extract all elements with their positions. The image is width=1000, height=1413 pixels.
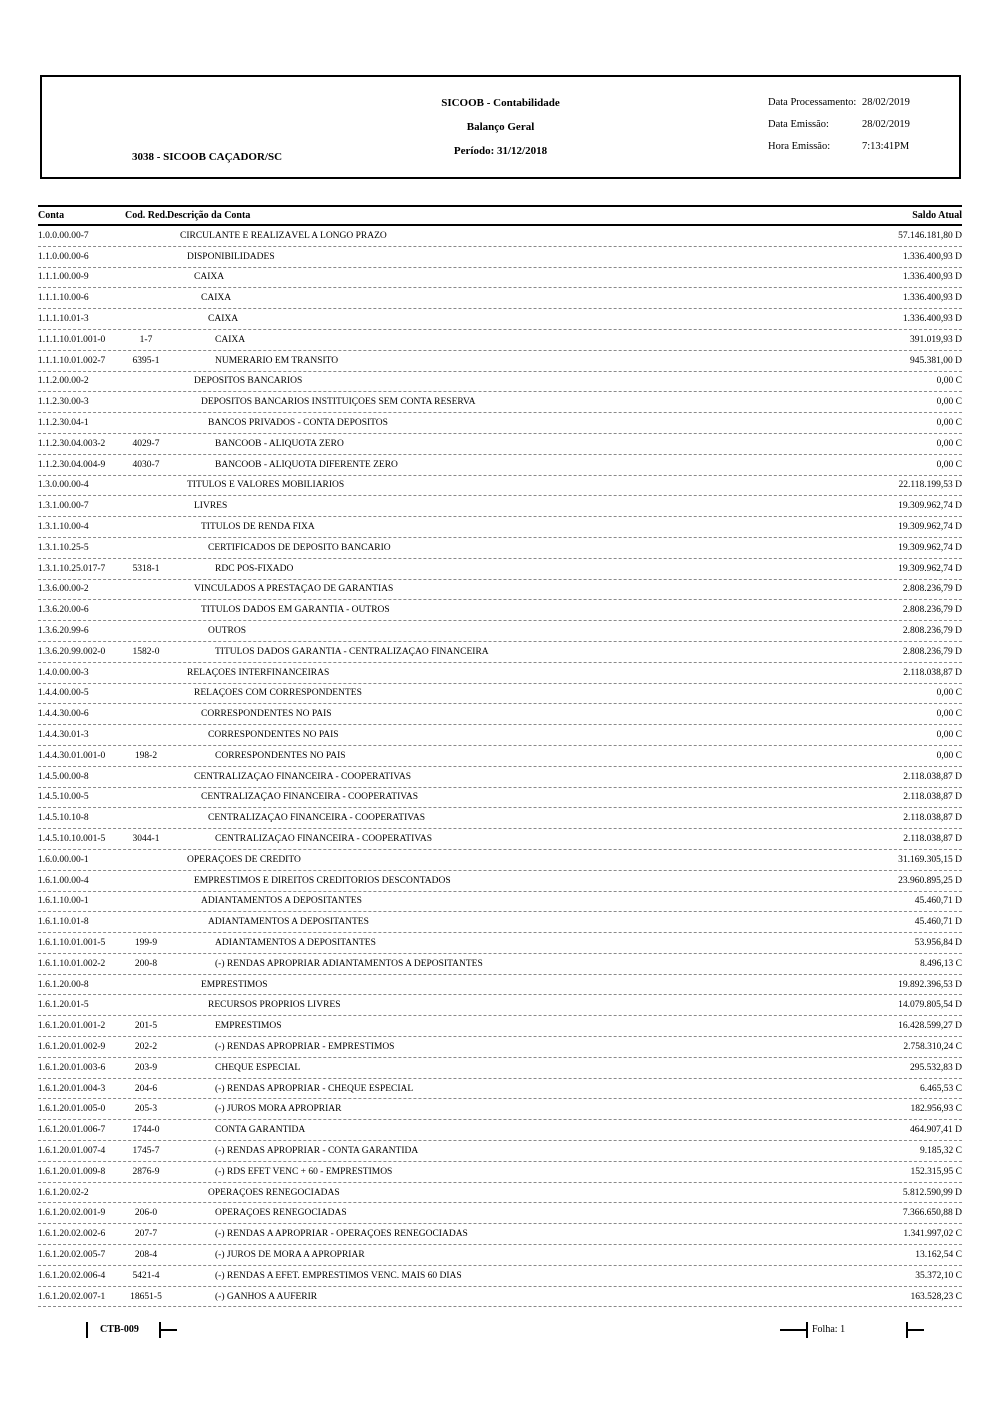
header-meta-block — [768, 97, 910, 163]
table-row — [38, 600, 962, 621]
cell-cod-red: 200-8 — [134, 958, 158, 969]
cell-descricao: CENTRALIZAÇÃO FINANCEIRA - COOPERATIVAS — [208, 813, 426, 824]
table-body — [38, 226, 962, 1307]
cell-conta: 1.6.1.20.01.007-4 — [38, 1145, 106, 1156]
cell-cod-red: 1582-0 — [132, 646, 160, 657]
cell-cod-red: 3044-1 — [132, 834, 160, 844]
emission-time-row — [768, 141, 910, 152]
page-number: 1 — [840, 1324, 846, 1335]
cell-saldo-atual: 2.118.038,87 D — [903, 667, 962, 678]
cell-descricao: CENTRALIZAÇÃO FINANCEIRA - COOPERATIVAS — [215, 834, 433, 844]
cell-descricao: TÍTULOS E VALORES MOBILIÁRIOS — [187, 480, 345, 491]
cell-saldo-atual: 2.118.038,87 D — [903, 834, 962, 844]
cell-descricao: (-) RENDAS APROPRIAR - EMPRÉSTIMOS — [215, 1041, 395, 1052]
cell-descricao: ADIANTAMENTOS A DEPOSITANTES — [215, 937, 376, 948]
table-row — [38, 1079, 962, 1100]
table-row — [38, 1287, 962, 1308]
cell-saldo-atual: 0,00 C — [936, 750, 962, 761]
cell-descricao: OPERAÇÕES RENEGOCIADAS — [215, 1208, 347, 1219]
table-row — [38, 1058, 962, 1079]
table-row — [38, 1183, 962, 1204]
cell-cod-red: 4029-7 — [132, 438, 160, 449]
cell-conta: 1.6.1.20.01.001-2 — [38, 1021, 106, 1032]
cell-descricao: (-) RENDAS APROPRIAR ADIANTAMENTOS A DEPOSITANTES — [215, 958, 483, 969]
cell-cod-red: 199-9 — [134, 937, 158, 948]
cell-cod-red: 5421-4 — [132, 1270, 160, 1281]
cell-conta: 1.4.4.30.00-6 — [38, 709, 89, 720]
cell-conta: 1.3.6.20.99.002-0 — [38, 646, 106, 657]
cell-conta: 1.6.1.20.01.009-8 — [38, 1166, 106, 1177]
cell-descricao: CORRESPONDENTES NO PAÍS — [215, 750, 346, 761]
processing-date-label: Data Processamento: — [768, 97, 857, 108]
cell-descricao: (-) RENDAS A EFET. EMPRÉSTIMOS VENC. MAIS 60 DIAS — [215, 1270, 462, 1281]
table-row — [38, 704, 962, 725]
cell-descricao: CORRESPONDENTES NO PAÍS — [201, 709, 332, 720]
cell-saldo-atual: 8.496,13 C — [920, 958, 962, 969]
print-mark — [161, 1329, 177, 1331]
cell-conta: 1.3.6.20.00-6 — [38, 605, 89, 616]
table-row — [38, 351, 962, 372]
cell-saldo-atual: 53.956,84 D — [914, 937, 962, 948]
cell-descricao: (-) GANHOS A AUFERIR — [215, 1291, 318, 1302]
table-row — [38, 580, 962, 601]
cell-conta: 1.3.0.00.00-4 — [38, 480, 89, 491]
cell-conta: 1.1.1.10.00-6 — [38, 293, 89, 304]
cell-conta: 1.6.1.20.01.006-7 — [38, 1125, 106, 1136]
cell-saldo-atual: 19.309.962,74 D — [898, 501, 962, 512]
emission-date-value: 28/02/2019 — [862, 119, 910, 130]
cell-conta: 1.3.1.10.25-5 — [38, 542, 89, 553]
report-footer — [38, 1320, 962, 1342]
table-row — [38, 455, 962, 476]
cell-descricao: CAIXA — [208, 314, 239, 325]
column-header-conta: Conta — [38, 210, 65, 221]
cell-conta: 1.6.1.20.01.003-6 — [38, 1062, 106, 1073]
processing-date-value: 28/02/2019 — [862, 97, 910, 108]
table-row — [38, 372, 962, 393]
cell-descricao: CERTIFICADOS DE DEPÓSITO BANCÁRIO — [208, 542, 391, 553]
table-row — [38, 1016, 962, 1037]
cell-conta: 1.4.5.10.00-5 — [38, 792, 89, 803]
cell-saldo-atual: 0,00 C — [936, 709, 962, 720]
cell-saldo-atual: 945.381,00 D — [910, 355, 962, 366]
table-row — [38, 288, 962, 309]
cell-conta: 1.1.2.30.04.004-9 — [38, 459, 106, 470]
print-mark — [780, 1329, 806, 1331]
cell-conta: 1.6.1.20.02.001-9 — [38, 1208, 106, 1219]
cell-descricao: TÍTULOS DE RENDA FIXA — [201, 522, 315, 533]
cell-descricao: DEPÓSITOS BANCÁRIOS — [194, 376, 303, 387]
cell-saldo-atual: 35.372,10 C — [915, 1270, 962, 1281]
cell-conta: 1.1.2.00.00-2 — [38, 376, 89, 387]
emission-time-value: 7:13:41PM — [862, 141, 910, 152]
cell-saldo-atual: 19.892.396,53 D — [898, 979, 962, 990]
cell-saldo-atual: 0,00 C — [936, 438, 962, 449]
cell-descricao: (-) RENDAS APROPRIAR - CONTA GARANTIDA — [215, 1145, 419, 1156]
cell-cod-red: 1744-0 — [132, 1125, 160, 1136]
table-row — [38, 1224, 962, 1245]
column-header-cod-red: Cod. Red. — [125, 210, 168, 221]
cell-conta: 1.6.1.20.01.004-3 — [38, 1083, 106, 1094]
cell-conta: 1.6.1.10.01.001-5 — [38, 937, 106, 948]
table-row — [38, 330, 962, 351]
table-row — [38, 995, 962, 1016]
cell-conta: 1.4.4.00.00-5 — [38, 688, 89, 699]
cell-descricao: ADIANTAMENTOS A DEPOSITANTES — [208, 917, 369, 928]
cell-conta: 1.1.2.30.04.003-2 — [38, 438, 106, 449]
table-row — [38, 725, 962, 746]
cell-saldo-atual: 9.185,32 C — [920, 1145, 962, 1156]
cell-descricao: EMPRÉSTIMOS — [201, 979, 268, 990]
table-row — [38, 538, 962, 559]
cell-descricao: TÍTULOS DADOS GARANTIA - CENTRALIZAÇÃO FINANCEIRA — [215, 646, 489, 657]
cell-descricao: CENTRALIZAÇÃO FINANCEIRA - COOPERATIVAS — [201, 792, 419, 803]
cell-descricao: BANCOOB - ALÍQUOTA DIFERENTE ZERO — [215, 459, 398, 470]
table-row — [38, 1203, 962, 1224]
cell-saldo-atual: 152.315,95 C — [910, 1166, 962, 1177]
cell-descricao: OUTROS — [208, 626, 247, 637]
cell-cod-red: 204-6 — [134, 1083, 158, 1094]
table-row — [38, 226, 962, 247]
cell-cod-red: 1745-7 — [132, 1145, 160, 1156]
cell-cod-red: 208-4 — [134, 1249, 158, 1260]
emission-date-label: Data Emissão: — [768, 119, 829, 130]
cell-cod-red: 207-7 — [134, 1229, 158, 1240]
accounts-table — [38, 205, 962, 1307]
cell-saldo-atual: 19.309.962,74 D — [898, 542, 962, 553]
cell-saldo-atual: 2.758.310,24 C — [903, 1041, 962, 1052]
cell-conta: 1.6.1.20.02.006-4 — [38, 1270, 106, 1281]
cell-descricao: RDC PÓS-FIXADO — [215, 563, 294, 574]
table-row — [38, 871, 962, 892]
cell-descricao: CAIXA — [201, 293, 232, 304]
cell-conta: 1.3.6.00.00-2 — [38, 584, 89, 595]
print-mark — [86, 1322, 88, 1338]
cell-conta: 1.6.1.20.01-5 — [38, 1000, 89, 1011]
cell-conta: 1.4.5.00.00-8 — [38, 771, 89, 782]
table-row — [38, 933, 962, 954]
report-period: Período: 31/12/2018 — [453, 145, 548, 157]
cell-descricao: DEPÓSITOS BANCÁRIOS INSTITUIÇÕES SEM CONTA RESERVA — [201, 397, 476, 408]
cell-descricao: RECURSOS PRÓPRIOS LIVRES — [208, 1000, 341, 1011]
table-row — [38, 621, 962, 642]
cell-descricao: CAIXA — [215, 334, 246, 345]
cell-saldo-atual: 0,00 C — [936, 688, 962, 699]
cell-saldo-atual: 23.960.895,25 D — [898, 875, 962, 886]
cell-saldo-atual: 0,00 C — [936, 459, 962, 470]
cell-descricao: (-) RDS EFET VENC + 60 - EMPRÉSTIMOS — [215, 1166, 393, 1177]
cell-descricao: CIRCULANTE E REALIZÁVEL A LONGO PRAZO — [180, 230, 387, 241]
cell-descricao: CAIXA — [194, 272, 225, 283]
cell-saldo-atual: 19.309.962,74 D — [898, 522, 962, 533]
table-row — [38, 392, 962, 413]
cell-saldo-atual: 14.079.805,54 D — [898, 1000, 962, 1011]
cell-cod-red: 5318-1 — [132, 563, 160, 574]
cell-descricao: (-) JUROS DE MORA A APROPRIAR — [215, 1249, 365, 1260]
cell-descricao: TÍTULOS DADOS EM GARANTIA - OUTROS — [201, 605, 390, 616]
page-label: Folha: — [812, 1324, 838, 1335]
table-row — [38, 496, 962, 517]
cell-descricao: CONTA GARANTIDA — [215, 1125, 306, 1136]
cell-descricao: CORRESPONDENTES NO PAÍS — [208, 730, 339, 741]
cell-saldo-atual: 0,00 C — [936, 730, 962, 741]
cell-saldo-atual: 16.428.599,27 D — [898, 1021, 962, 1032]
table-row — [38, 1245, 962, 1266]
cell-conta: 1.1.0.00.00-6 — [38, 251, 89, 262]
cell-saldo-atual: 1.336.400,93 D — [902, 272, 962, 283]
column-header-saldo-atual: Saldo Atual — [912, 210, 962, 221]
cell-conta: 1.3.1.10.25.017-7 — [38, 563, 106, 574]
cell-saldo-atual: 31.169.305,15 D — [898, 854, 962, 865]
cell-saldo-atual: 182.956,93 C — [910, 1104, 962, 1115]
cell-conta: 1.6.1.10.01-8 — [38, 917, 89, 928]
cell-cod-red: 1-7 — [139, 334, 153, 345]
table-row — [38, 746, 962, 767]
cell-descricao: NUMERÁRIO EM TRÂNSITO — [215, 355, 339, 366]
print-mark — [806, 1322, 808, 1338]
cell-cod-red: 4030-7 — [132, 459, 160, 470]
cell-conta: 1.4.4.30.01-3 — [38, 730, 89, 741]
cell-conta: 1.1.1.00.00-9 — [38, 272, 89, 283]
cell-descricao: RELAÇÕES INTERFINANCEIRAS — [187, 667, 330, 678]
cell-descricao: EMPRÉSTIMOS E DIREITOS CREDITÓRIOS DESCONTADOS — [194, 875, 451, 886]
cell-descricao: (-) RENDAS APROPRIAR - CHEQUE ESPECIAL — [215, 1083, 414, 1094]
cell-descricao: LIVRES — [194, 501, 228, 512]
cell-descricao: CHEQUE ESPECIAL — [215, 1062, 301, 1073]
cell-descricao: BANCOS PRIVADOS - CONTA DEPÓSITOS — [208, 418, 388, 429]
report-title: SICOOB - Contabilidade — [441, 97, 560, 109]
table-row — [38, 1120, 962, 1141]
table-row — [38, 850, 962, 871]
table-row — [38, 954, 962, 975]
cell-conta: 1.3.1.10.00-4 — [38, 522, 89, 533]
cell-conta: 1.6.0.00.00-1 — [38, 854, 89, 865]
table-row — [38, 434, 962, 455]
cell-conta: 1.1.1.10.01.002-7 — [38, 355, 106, 366]
cell-conta: 1.3.6.20.99-6 — [38, 626, 89, 637]
table-row — [38, 663, 962, 684]
table-row — [38, 808, 962, 829]
cell-conta: 1.1.2.30.00-3 — [38, 397, 89, 408]
table-row — [38, 829, 962, 850]
cell-conta: 1.6.1.00.00-4 — [38, 875, 89, 886]
cell-saldo-atual: 0,00 C — [936, 418, 962, 429]
cell-saldo-atual: 2.808.236,79 D — [902, 646, 962, 657]
cell-saldo-atual: 2.808.236,79 D — [902, 626, 962, 637]
table-row — [38, 684, 962, 705]
cell-descricao: OPERAÇÕES RENEGOCIADAS — [208, 1187, 340, 1198]
cell-saldo-atual: 2.808.236,79 D — [902, 584, 962, 595]
cell-descricao: VINCULADOS A PRESTAÇÃO DE GARANTIAS — [194, 584, 394, 595]
table-row — [38, 309, 962, 330]
cell-saldo-atual: 0,00 C — [936, 376, 962, 387]
cell-cod-red: 6395-1 — [132, 355, 160, 366]
cell-saldo-atual: 2.118.038,87 D — [903, 771, 962, 782]
cell-conta: 1.6.1.20.02.007-1 — [38, 1291, 106, 1302]
cell-saldo-atual: 391.019,93 D — [910, 334, 962, 345]
cell-conta: 1.6.1.10.00-1 — [38, 896, 89, 907]
cell-cod-red: 205-3 — [134, 1104, 158, 1115]
report-header — [40, 75, 961, 179]
cell-conta: 1.6.1.20.02-2 — [38, 1187, 89, 1198]
table-row — [38, 892, 962, 913]
table-header-row — [38, 205, 962, 226]
cell-conta: 1.1.2.30.04-1 — [38, 418, 89, 429]
cell-conta: 1.1.1.10.01.001-0 — [38, 334, 106, 345]
page-indicator — [812, 1324, 845, 1335]
table-row — [38, 1037, 962, 1058]
cell-conta: 1.4.4.30.01.001-0 — [38, 750, 106, 761]
cell-saldo-atual: 1.336.400,93 D — [902, 251, 962, 262]
cell-saldo-atual: 2.118.038,87 D — [903, 813, 962, 824]
cell-descricao: (-) RENDAS A APROPRIAR - OPERAÇÕES RENEGOCIADAS — [215, 1229, 468, 1240]
cell-cod-red: 2876-9 — [132, 1166, 160, 1177]
cell-saldo-atual: 7.366.650,88 D — [902, 1208, 962, 1219]
table-row — [38, 788, 962, 809]
branch-name: 3038 - SICOOB CAÇADOR/SC — [132, 151, 283, 163]
report-subtitle: Balanço Geral — [466, 121, 535, 133]
table-row — [38, 1266, 962, 1287]
cell-saldo-atual: 5.812.590,99 D — [902, 1187, 962, 1198]
table-row — [38, 413, 962, 434]
cell-cod-red: 198-2 — [134, 750, 158, 761]
cell-conta: 1.3.1.00.00-7 — [38, 501, 89, 512]
cell-cod-red: 202-2 — [134, 1041, 158, 1052]
cell-cod-red: 18651-5 — [130, 1291, 162, 1302]
cell-conta: 1.4.0.00.00-3 — [38, 667, 89, 678]
cell-saldo-atual: 57.146.181,80 D — [898, 230, 962, 241]
doc-code: CTB-009 — [100, 1324, 139, 1335]
cell-descricao: CENTRALIZAÇÃO FINANCEIRA - COOPERATIVAS — [194, 771, 412, 782]
emission-time-label: Hora Emissão: — [768, 141, 831, 152]
cell-conta: 1.6.1.20.02.005-7 — [38, 1249, 106, 1260]
table-row — [38, 912, 962, 933]
cell-descricao: (-) JUROS MORA APROPRIAR — [215, 1104, 342, 1115]
cell-saldo-atual: 1.336.400,93 D — [902, 314, 962, 325]
cell-cod-red: 206-0 — [134, 1208, 158, 1219]
cell-descricao: ADIANTAMENTOS A DEPOSITANTES — [201, 896, 362, 907]
cell-descricao: EMPRÉSTIMOS — [215, 1021, 282, 1032]
cell-saldo-atual: 45.460,71 D — [914, 917, 962, 928]
cell-saldo-atual: 1.341.997,02 C — [903, 1229, 962, 1240]
cell-descricao: RELAÇÕES COM CORRESPONDENTES — [194, 688, 362, 699]
table-row — [38, 559, 962, 580]
cell-conta: 1.6.1.20.00-8 — [38, 979, 89, 990]
column-header-descricao: Descrição da Conta — [167, 210, 251, 221]
cell-saldo-atual: 163.528,23 C — [910, 1291, 962, 1302]
cell-conta: 1.1.1.10.01-3 — [38, 314, 89, 325]
table-row — [38, 1099, 962, 1120]
cell-saldo-atual: 464.907,41 D — [910, 1125, 962, 1136]
cell-saldo-atual: 1.336.400,93 D — [902, 293, 962, 304]
cell-saldo-atual: 22.118.199,53 D — [898, 480, 962, 491]
cell-conta: 1.0.0.00.00-7 — [38, 230, 89, 241]
table-row — [38, 268, 962, 289]
table-row — [38, 476, 962, 497]
cell-saldo-atual: 295.532,83 D — [910, 1062, 962, 1073]
cell-conta: 1.4.5.10.10.001-5 — [38, 834, 106, 844]
table-row — [38, 975, 962, 996]
cell-conta: 1.6.1.20.01.002-9 — [38, 1041, 106, 1052]
table-row — [38, 517, 962, 538]
cell-descricao: BANCOOB - ALÍQUOTA ZERO — [215, 438, 344, 449]
cell-conta: 1.6.1.20.02.002-6 — [38, 1229, 106, 1240]
cell-saldo-atual: 45.460,71 D — [914, 896, 962, 907]
cell-descricao: DISPONIBILIDADES — [187, 251, 275, 262]
table-row — [38, 1141, 962, 1162]
cell-cod-red: 203-9 — [134, 1062, 158, 1073]
table-row — [38, 642, 962, 663]
print-mark — [908, 1329, 924, 1331]
cell-conta: 1.6.1.10.01.002-2 — [38, 958, 106, 969]
emission-date-row — [768, 119, 910, 130]
cell-saldo-atual: 13.162,54 C — [915, 1249, 962, 1260]
table-row — [38, 767, 962, 788]
table-row — [38, 247, 962, 268]
cell-cod-red: 201-5 — [134, 1021, 158, 1032]
cell-saldo-atual: 2.118.038,87 D — [903, 792, 962, 803]
processing-date-row — [768, 97, 910, 108]
cell-saldo-atual: 19.309.962,74 D — [898, 563, 962, 574]
cell-saldo-atual: 6.465,53 C — [920, 1083, 962, 1094]
cell-saldo-atual: 2.808.236,79 D — [902, 605, 962, 616]
cell-conta: 1.6.1.20.01.005-0 — [38, 1104, 106, 1115]
cell-conta: 1.4.5.10.10-8 — [38, 813, 89, 824]
cell-saldo-atual: 0,00 C — [936, 397, 962, 408]
table-row — [38, 1162, 962, 1183]
cell-descricao: OPERAÇÕES DE CRÉDITO — [187, 854, 301, 865]
